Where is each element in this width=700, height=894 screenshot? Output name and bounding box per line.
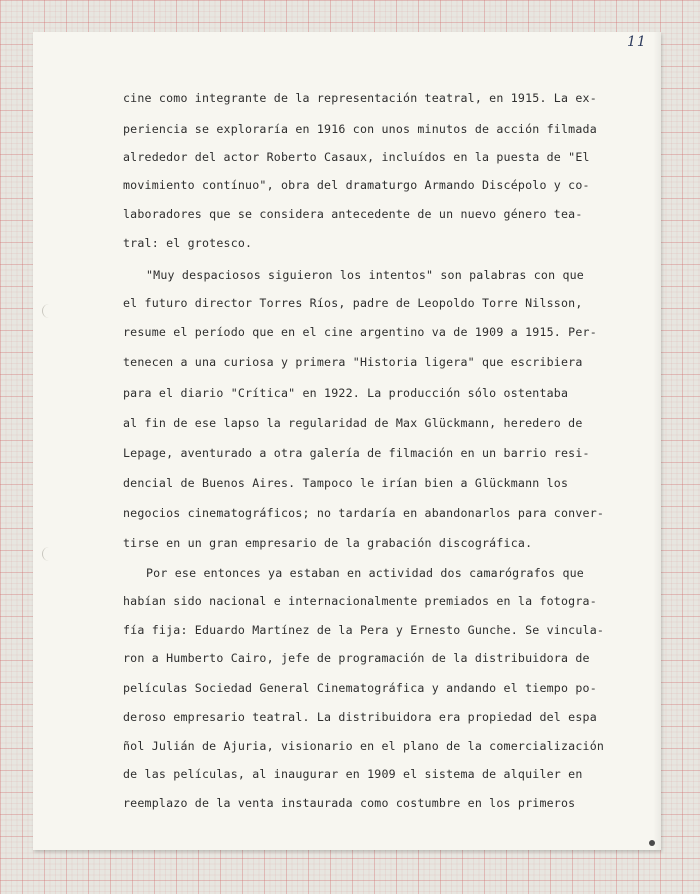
text-line: dencial de Buenos Aires. Tampoco le irían bien a Glückmann los [123, 476, 569, 490]
text-line: habían sido nacional e internacionalmente premiados en la fotogra- [123, 594, 597, 608]
text-line: "Muy despaciosos siguieron los intentos" son palabras con que [146, 268, 584, 282]
page-edge-shadow [653, 32, 661, 850]
typed-page [33, 32, 661, 850]
text-line: tenecen a una curiosa y primera "Historia ligera" que escribiera [123, 355, 583, 369]
text-line: resume el período que en el cine argentino va de 1909 a 1915. Per- [123, 325, 597, 339]
punch-hole-mark [42, 304, 53, 318]
text-line: Lepage, aventurado a otra galería de filmación en un barrio resi- [123, 446, 590, 460]
corner-mark [649, 840, 655, 846]
text-line: fía fija: Eduardo Martínez de la Pera y Ernesto Gunche. Se vincula- [123, 623, 605, 637]
text-line: ñol Julián de Ajuria, visionario en el plano de la comercialización [123, 739, 605, 753]
text-line: tirse en un gran empresario de la grabación discográfica. [123, 536, 533, 550]
text-line: alrededor del actor Roberto Casaux, incluídos en la puesta de "El [123, 150, 590, 164]
text-line: periencia se exploraría en 1916 con unos minutos de acción filmada [123, 122, 597, 136]
text-line: cine como integrante de la representación teatral, en 1915. La ex- [123, 91, 597, 105]
text-line: laboradores que se considera antecedente de un nuevo género tea- [123, 207, 583, 221]
punch-hole-mark [42, 547, 53, 561]
text-line: al fin de ese lapso la regularidad de Max Glückmann, heredero de [123, 416, 583, 430]
text-line: negocios cinematográficos; no tardaría en abandonarlos para conver- [123, 506, 605, 520]
text-line: movimiento contínuo", obra del dramaturgo Armando Discépolo y co- [123, 178, 590, 192]
text-line: el futuro director Torres Ríos, padre de Leopoldo Torre Nilsson, [123, 296, 583, 310]
text-line: Por ese entonces ya estaban en actividad dos camarógrafos que [146, 566, 584, 580]
text-line: ron a Humberto Cairo, jefe de programación de la distribuidora de [123, 651, 590, 665]
text-line: deroso empresario teatral. La distribuidora era propiedad del espa [123, 710, 597, 724]
text-line: reemplazo de la venta instaurada como costumbre en los primeros [123, 796, 576, 810]
text-line: películas Sociedad General Cinematográfica y andando el tiempo po- [123, 681, 597, 695]
text-line: tral: el grotesco. [123, 236, 253, 250]
page-number: 11 [627, 34, 647, 50]
text-line: de las películas, al inaugurar en 1909 el sistema de alquiler en [123, 767, 583, 781]
text-line: para el diario "Crítica" en 1922. La producción sólo ostentaba [123, 386, 569, 400]
